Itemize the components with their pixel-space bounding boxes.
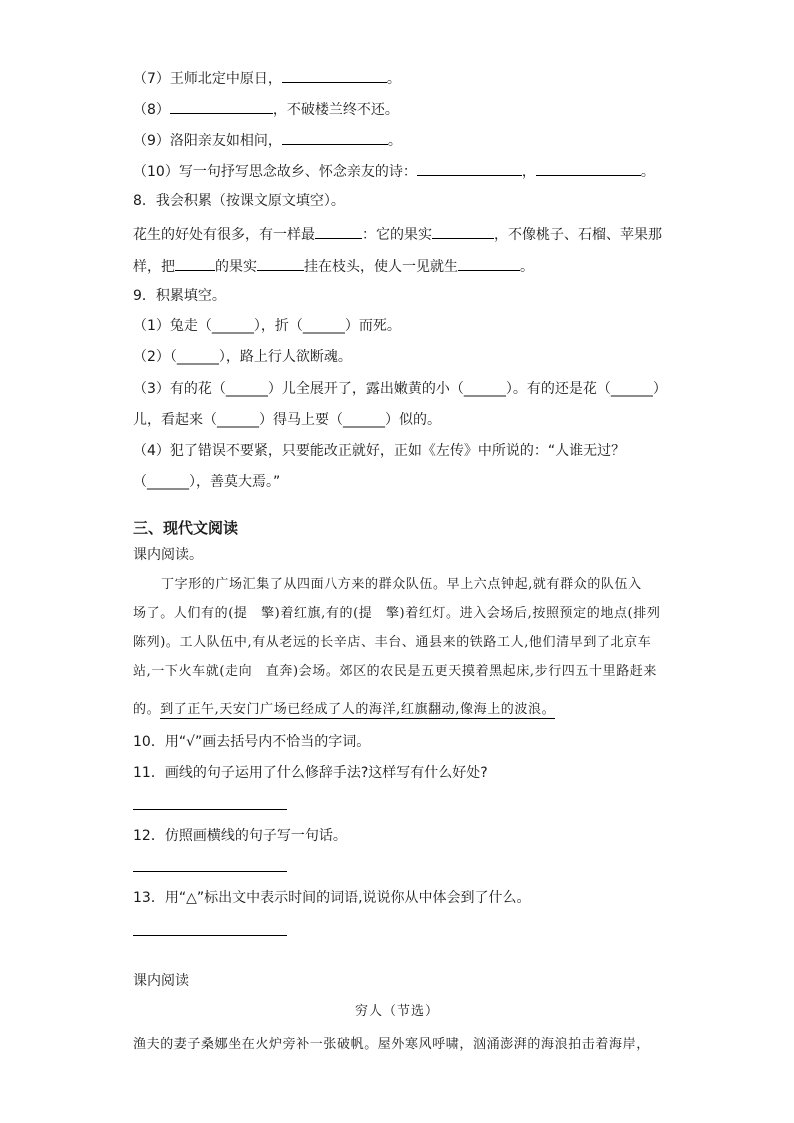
q8-line-2 xyxy=(133,255,534,277)
q9-item-4-line-1: （4）犯了错误不要紧，只要能改正就好，正如《左传》中所说的：“人谁无过？ xyxy=(133,443,626,459)
answer-blank[interactable] xyxy=(536,160,641,176)
question-11: 11．画线的句子运用了什么修辞手法?这样写有什么好处? xyxy=(133,765,488,781)
answer-line[interactable] xyxy=(133,871,287,872)
passage-text: 的。 xyxy=(133,702,161,717)
q7-item-8-end: ，不破楼兰终不还。 xyxy=(272,102,399,118)
q7-item-7-end: 。 xyxy=(386,71,401,87)
q8-text: ，不像桃子、石榴、苹果那 xyxy=(494,227,662,243)
q7-item-9 xyxy=(133,129,402,151)
answer-blank[interactable] xyxy=(417,160,522,176)
q9-item-3-line-2: 儿，看起来（______）得马上要（______）似的。 xyxy=(133,412,441,428)
answer-line[interactable] xyxy=(133,935,287,936)
q7-item-9-label: （9）洛阳亲友如相问， xyxy=(133,133,282,149)
q8-text: 的果实 xyxy=(215,259,257,275)
q7-item-8 xyxy=(133,98,399,120)
q7-item-9-end: 。 xyxy=(387,133,402,149)
q7-item-10-label: （10）写一句抒写思念故乡、怀念亲友的诗： xyxy=(133,164,417,180)
q8-title: 8．我会积累（按课文原文填空）。 xyxy=(133,193,345,209)
q8-text: 样，把 xyxy=(133,259,175,275)
question-10: 10．用“√”画去括号内不恰当的字词。 xyxy=(133,734,371,750)
q8-text: 花生的好处有很多，有一样最 xyxy=(133,227,315,243)
q9-item-1: （1）兔走（______），折（______）而死。 xyxy=(133,318,401,334)
q7-item-10-end: 。 xyxy=(640,164,655,180)
passage-line xyxy=(133,700,555,720)
answer-blank[interactable] xyxy=(458,255,520,271)
section-subtitle: 课内阅读。 xyxy=(133,547,203,563)
q7-item-7-label: （7）王师北定中原日， xyxy=(133,71,282,87)
q9-item-4-line-2: （______），善莫大焉。” xyxy=(133,474,281,490)
passage-line: 渔夫的妻子桑娜坐在火炉旁补一张破帆。屋外寒风呼啸，汹涌澎湃的海浪拍击着海岸， xyxy=(133,1037,650,1052)
passage-line: 丁字形的广场汇集了从四面八方来的群众队伍。早上六点钟起,就有群众的队伍入 xyxy=(161,577,642,592)
q7-item-8-label: （8） xyxy=(133,102,170,118)
underlined-sentence: 到了正午,天安门广场已经成了人的海洋,红旗翻动,像海上的波浪。 xyxy=(160,702,556,717)
q8-text: 。 xyxy=(520,259,534,275)
passage-line: 站,一下火车就(走向 直奔)会场。郊区的农民是五更天摸着黑起床,步行四五十里路赶来 xyxy=(133,664,658,679)
section-subtitle-2: 课内阅读 xyxy=(133,973,189,989)
question-13: 13．用“△”标出文中表示时间的词语,说说你从中体会到了什么。 xyxy=(133,890,531,906)
section-title: 三、现代文阅读 xyxy=(133,519,239,537)
question-12: 12．仿照画横线的句子写一句话。 xyxy=(133,828,347,844)
q7-item-10-mid: ， xyxy=(521,164,536,180)
q8-text: 挂在枝头，使人一见就生 xyxy=(304,259,458,275)
passage-line: 场了。人们有的(提 擎)着红旗,有的(提 擎)着红灯。进入会场后,按照预定的地点(排列 xyxy=(133,606,661,621)
answer-line[interactable] xyxy=(133,809,287,810)
answer-blank[interactable] xyxy=(282,129,388,145)
q9-title: 9．积累填空。 xyxy=(133,288,226,304)
answer-blank[interactable] xyxy=(282,67,387,83)
q7-item-10 xyxy=(133,160,655,182)
q9-item-2: （2）（______），路上行人欲断魂。 xyxy=(133,349,352,365)
passage-line: 陈列)。工人队伍中,有从老远的长辛店、丰台、通县来的铁路工人,他们清早到了北京车 xyxy=(133,635,652,650)
q9-item-3-line-1: （3）有的花（______）儿全展开了，露出嫩黄的小（______）。有的还是花（______） xyxy=(133,381,667,397)
answer-blank[interactable] xyxy=(257,255,304,271)
passage-title: 穷人（节选） xyxy=(354,1004,439,1019)
answer-blank[interactable] xyxy=(432,223,494,239)
q7-item-7 xyxy=(133,67,401,89)
q8-line-1 xyxy=(133,223,662,245)
answer-blank[interactable] xyxy=(170,98,273,114)
answer-blank[interactable] xyxy=(315,223,362,239)
q8-text: ：它的果实 xyxy=(362,227,432,243)
answer-blank[interactable] xyxy=(175,255,215,271)
